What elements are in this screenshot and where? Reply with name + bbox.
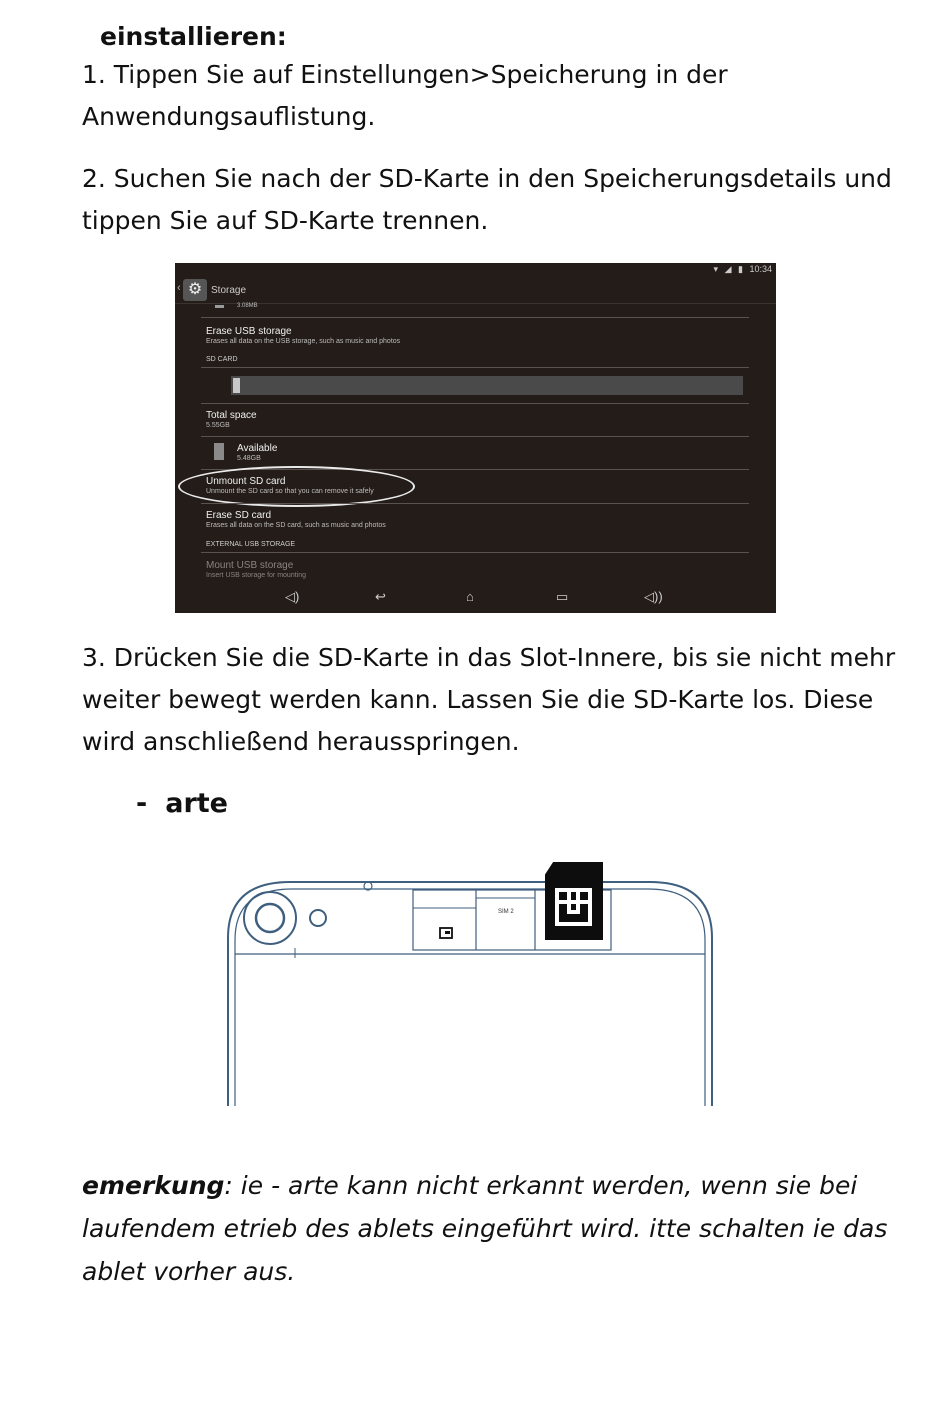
item-subtitle: Unmount the SD card so that you can remove it safely [206, 488, 374, 495]
screen-title: Storage [211, 285, 247, 296]
item-title: Erase USB storage [206, 326, 292, 337]
navigation-bar [175, 589, 776, 611]
erase-sd-card-item[interactable] [206, 510, 754, 530]
sd-card-slot-icon [440, 928, 452, 938]
status-time: 10:34 [749, 264, 772, 274]
camera-lens-icon [256, 904, 284, 932]
volume-down-icon[interactable]: ◁) [285, 589, 300, 604]
wifi-icon: ▾ [713, 264, 719, 274]
sd-used-segment [233, 378, 240, 393]
recent-apps-icon[interactable]: ▭ [556, 589, 569, 604]
divider [201, 403, 749, 404]
divider [201, 317, 749, 318]
available-color-swatch [214, 443, 224, 460]
note-label: emerkung [82, 1171, 225, 1200]
item-value: 5.48GB [237, 455, 261, 462]
item-subtitle: Insert USB storage for mounting [206, 572, 306, 579]
step-1-text: 1. Tippen Sie auf Einstellungen>Speicherung in der Anwendungsauflistung. [82, 60, 728, 131]
divider [201, 436, 749, 437]
item-title: Available [237, 443, 278, 454]
item-title: Mount USB storage [206, 560, 294, 571]
sd-storage-bar [231, 376, 743, 395]
step-2-text: 2. Suchen Sie nach der SD-Karte in den Speicherungsdetails und tippen Sie auf SD-Karte trennen. [82, 164, 892, 235]
back-chevron-icon[interactable]: ‹ [177, 282, 181, 294]
sim-card-icon [545, 862, 603, 940]
sim-slot-label: SIM 2 [498, 909, 514, 915]
home-icon[interactable]: ⌂ [466, 589, 474, 604]
tablet-top-diagram [220, 858, 720, 1108]
storage-settings-screenshot [175, 263, 776, 613]
battery-icon: ▮ [738, 264, 743, 274]
item-title: Erase SD card [206, 510, 272, 521]
volume-up-icon[interactable]: ◁)) [644, 589, 663, 604]
status-bar [714, 264, 772, 275]
storage-color-swatch [215, 305, 224, 308]
divider [201, 503, 749, 504]
divider [201, 552, 749, 553]
sd-card-category: SD CARD [206, 356, 238, 363]
erase-usb-storage-item[interactable] [206, 326, 754, 346]
action-bar [175, 277, 776, 304]
note-text [82, 1164, 902, 1293]
mount-usb-storage-item[interactable] [206, 560, 754, 580]
item-subtitle: Erases all data on the USB storage, such as music and photos [206, 338, 401, 345]
signal-icon: ◢ [724, 264, 732, 274]
heading-dash: - [136, 788, 148, 819]
item-title: Unmount SD card [206, 476, 286, 487]
back-icon[interactable]: ↩ [375, 589, 386, 604]
tablet-inner-edge [235, 889, 705, 1106]
external-usb-category: EXTERNAL USB STORAGE [206, 541, 296, 548]
item-subtitle: Erases all data on the SD card, such as music and photos [206, 522, 386, 529]
note-body: : ie - arte kann nicht erkannt werden, wenn sie bei laufendem etrieb des ablets eingeführt wird. itte schalten ie das ablet vorher aus. [82, 1171, 888, 1286]
camera-ring [244, 892, 296, 944]
available-item [237, 443, 776, 463]
gear-icon[interactable]: ⚙ [183, 279, 207, 301]
total-space-item [206, 410, 754, 430]
divider [201, 367, 749, 368]
step-3-text: 3. Drücken Sie die SD-Karte in das Slot-Innere, bis sie nicht mehr weiter bewegt werden kann. Lassen Sie die SD-Karte los. Diese wird anschließend herausspringen. [82, 643, 896, 756]
tablet-outer-edge [228, 882, 712, 1106]
flash-icon [310, 910, 326, 926]
top-storage-value: 3.08MB [237, 303, 258, 309]
heading-text: arte [165, 788, 228, 819]
item-value: 5.55GB [206, 422, 230, 429]
item-title: Total space [206, 410, 257, 421]
highlight-oval [178, 466, 415, 507]
section-heading: einstallieren: [100, 22, 287, 51]
sim-card-heading [136, 788, 228, 819]
